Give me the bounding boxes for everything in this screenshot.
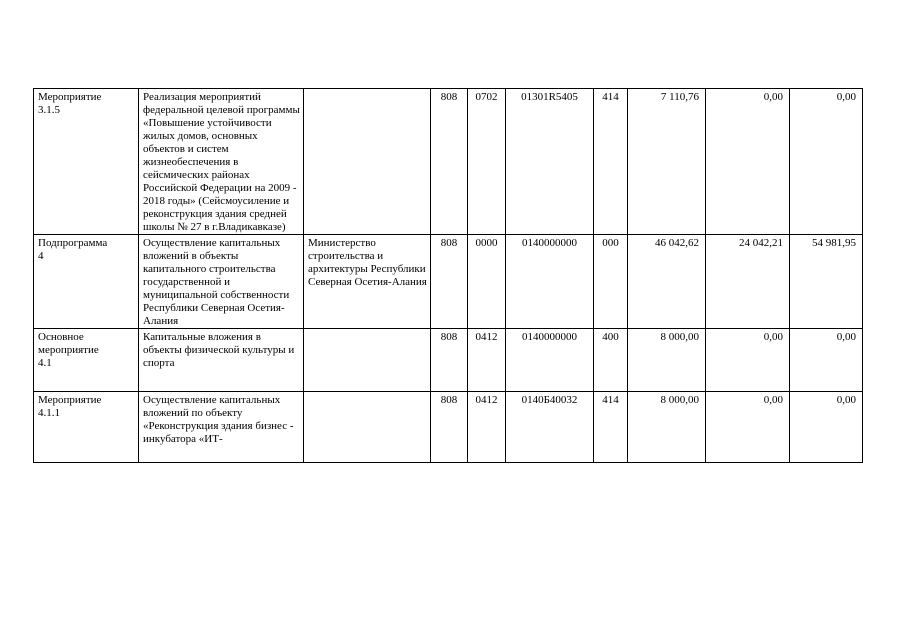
responsible-executor — [304, 89, 431, 235]
amount-year-1: 46 042,62 — [628, 235, 706, 329]
amount-year-3: 0,00 — [790, 89, 863, 235]
target-article-code: 01301R5405 — [506, 89, 594, 235]
responsible-executor: Министерство строительства и архитектуры Республики Северная Осетия-Алания — [304, 235, 431, 329]
table-row — [34, 392, 863, 463]
amount-year-1: 8 000,00 — [628, 392, 706, 463]
table-row — [34, 89, 863, 235]
program-item-name: Подпрограмма 4 — [34, 235, 139, 329]
expense-type-code: 414 — [594, 392, 628, 463]
responsible-executor — [304, 329, 431, 392]
program-item-name: Основное мероприятие 4.1 — [34, 329, 139, 392]
grbs-code: 808 — [431, 329, 468, 392]
responsible-executor — [304, 392, 431, 463]
program-item-description: Капитальные вложения в объекты физической культуры и спорта — [139, 329, 304, 392]
rzpr-code: 0702 — [468, 89, 506, 235]
rzpr-code: 0412 — [468, 329, 506, 392]
grbs-code: 808 — [431, 235, 468, 329]
grbs-code: 808 — [431, 89, 468, 235]
amount-year-2: 0,00 — [706, 392, 790, 463]
rzpr-code: 0412 — [468, 392, 506, 463]
program-item-description: Осуществление капитальных вложений по объекту «Реконструкция здания бизнес - инкубатора «ИТ- — [139, 392, 304, 463]
amount-year-3: 54 981,95 — [790, 235, 863, 329]
expense-type-code: 400 — [594, 329, 628, 392]
table-row — [34, 235, 863, 329]
amount-year-2: 0,00 — [706, 89, 790, 235]
expense-type-code: 414 — [594, 89, 628, 235]
program-item-name: Мероприятие 3.1.5 — [34, 89, 139, 235]
amount-year-2: 24 042,21 — [706, 235, 790, 329]
amount-year-2: 0,00 — [706, 329, 790, 392]
table-row — [34, 329, 863, 392]
budget-program-table — [33, 88, 863, 463]
amount-year-3: 0,00 — [790, 329, 863, 392]
program-item-name: Мероприятие 4.1.1 — [34, 392, 139, 463]
amount-year-1: 8 000,00 — [628, 329, 706, 392]
expense-type-code: 000 — [594, 235, 628, 329]
amount-year-3: 0,00 — [790, 392, 863, 463]
program-item-description: Осуществление капитальных вложений в объекты капитального строительства государственной и муниципальной собственности Республики Северная Осетия-Алания — [139, 235, 304, 329]
target-article-code: 0140Б40032 — [506, 392, 594, 463]
program-item-description: Реализация мероприятий федеральной целевой программы «Повышение устойчивости жилых домов, основных объектов и систем жизнеобеспечения в сейсмических районах Российской Федерации на 2009 - 2018 годы» (Сейсмоусиление и реконструкция здания средней школы № 27 в г.Владикавказе) — [139, 89, 304, 235]
amount-year-1: 7 110,76 — [628, 89, 706, 235]
rzpr-code: 0000 — [468, 235, 506, 329]
target-article-code: 0140000000 — [506, 235, 594, 329]
target-article-code: 0140000000 — [506, 329, 594, 392]
grbs-code: 808 — [431, 392, 468, 463]
